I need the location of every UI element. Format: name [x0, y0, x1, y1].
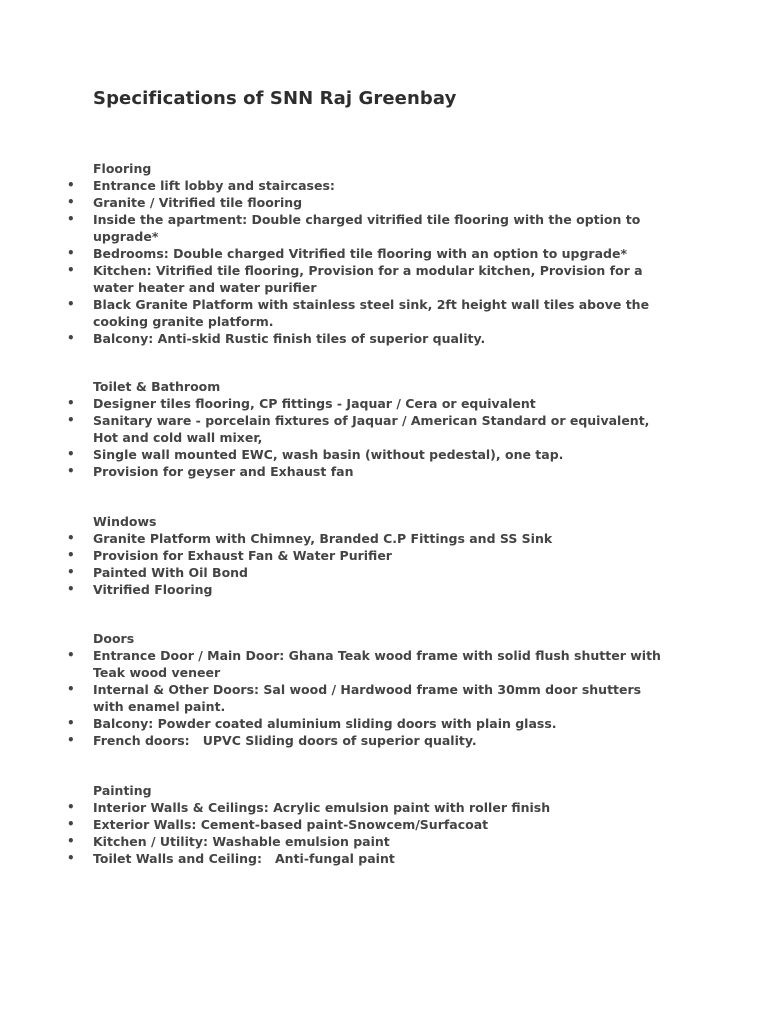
- list-item: [0, 395, 669, 412]
- list-item-text: Kitchen: Vitrified tile flooring, Provision for a modular kitchen, Provision for a water heater and water purifier: [93, 263, 643, 295]
- bullet-icon: •: [67, 648, 75, 662]
- bullet-icon: •: [67, 834, 75, 848]
- bullet-list: [0, 177, 768, 347]
- list-item: [0, 581, 669, 598]
- list-item-text: Provision for Exhaust Fan & Water Purifier: [93, 548, 392, 563]
- list-item-text: Vitrified Flooring: [93, 582, 213, 597]
- list-item: [0, 296, 669, 330]
- list-item: [0, 446, 669, 463]
- list-item: [0, 211, 669, 245]
- list-item-text: Inside the apartment: Double charged vitrified tile flooring with the option to upgrade*: [93, 212, 641, 244]
- list-item-text: Granite / Vitrified tile flooring: [93, 195, 303, 210]
- list-item-text: Balcony: Powder coated aluminium sliding doors with plain glass.: [93, 716, 557, 731]
- bullet-list: [0, 799, 768, 867]
- list-item-text: Toilet Walls and Ceiling: Anti-fungal paint: [93, 851, 395, 866]
- list-item: [0, 194, 669, 211]
- list-item-text: Exterior Walls: Cement-based paint-Snowcem/Surfacoat: [93, 817, 489, 832]
- list-item: [0, 647, 669, 681]
- bullet-icon: •: [67, 582, 75, 596]
- list-item-text: Provision for geyser and Exhaust fan: [93, 464, 354, 479]
- list-item: [0, 330, 669, 347]
- list-item: [0, 547, 669, 564]
- section-heading: Windows: [93, 514, 157, 529]
- section-flooring: [0, 160, 768, 347]
- list-item: [0, 177, 669, 194]
- list-item-text: Designer tiles flooring, CP fittings - Jaquar / Cera or equivalent: [93, 396, 536, 411]
- bullet-icon: •: [67, 263, 75, 277]
- list-item: [0, 833, 669, 850]
- bullet-icon: •: [67, 246, 75, 260]
- list-item: [0, 850, 669, 867]
- list-item-text: Interior Walls & Ceilings: Acrylic emulsion paint with roller finish: [93, 800, 551, 815]
- list-item-text: Entrance Door / Main Door: Ghana Teak wood frame with solid flush shutter with Teak wood veneer: [93, 648, 661, 680]
- bullet-icon: •: [67, 195, 75, 209]
- list-item-text: Internal & Other Doors: Sal wood / Hardwood frame with 30mm door shutters with enamel paint.: [93, 682, 642, 714]
- bullet-icon: •: [67, 851, 75, 865]
- section-painting: [0, 782, 768, 867]
- list-item: [0, 799, 669, 816]
- list-item: [0, 732, 669, 749]
- bullet-icon: •: [67, 565, 75, 579]
- list-item-text: Sanitary ware - porcelain fixtures of Jaquar / American Standard or equivalent, Hot and cold wall mixer,: [93, 413, 650, 445]
- list-item-text: Granite Platform with Chimney, Branded C.P Fittings and SS Sink: [93, 531, 553, 546]
- section-heading: Toilet & Bathroom: [93, 379, 221, 394]
- bullet-icon: •: [67, 396, 75, 410]
- bullet-icon: •: [67, 548, 75, 562]
- section-doors: [0, 630, 768, 749]
- bullet-icon: •: [67, 800, 75, 814]
- list-item: [0, 564, 669, 581]
- bullet-list: [0, 647, 768, 749]
- bullet-icon: •: [67, 464, 75, 478]
- list-item: [0, 715, 669, 732]
- list-item: [0, 262, 669, 296]
- bullet-icon: •: [67, 817, 75, 831]
- list-item: [0, 530, 669, 547]
- bullet-icon: •: [67, 331, 75, 345]
- bullet-icon: •: [67, 297, 75, 311]
- bullet-icon: •: [67, 716, 75, 730]
- section-windows: [0, 513, 768, 598]
- page-title: Specifications of SNN Raj Greenbay: [93, 88, 457, 109]
- list-item-text: French doors: UPVC Sliding doors of superior quality.: [93, 733, 477, 748]
- list-item: [0, 816, 669, 833]
- list-item: [0, 463, 669, 480]
- bullet-icon: •: [67, 531, 75, 545]
- list-item-text: Single wall mounted EWC, wash basin (without pedestal), one tap.: [93, 447, 564, 462]
- section-toilet-bathroom: [0, 378, 768, 480]
- bullet-icon: •: [67, 447, 75, 461]
- section-heading: Doors: [93, 631, 135, 646]
- bullet-icon: •: [67, 178, 75, 192]
- list-item-text: Black Granite Platform with stainless steel sink, 2ft height wall tiles above the cooking granite platform.: [93, 297, 650, 329]
- list-item-text: Kitchen / Utility: Washable emulsion paint: [93, 834, 390, 849]
- section-heading: Flooring: [93, 161, 152, 176]
- list-item: [0, 245, 669, 262]
- bullet-icon: •: [67, 682, 75, 696]
- list-item-text: Entrance lift lobby and staircases:: [93, 178, 335, 193]
- list-item-text: Balcony: Anti-skid Rustic finish tiles of superior quality.: [93, 331, 486, 346]
- bullet-icon: •: [67, 413, 75, 427]
- list-item-text: Bedrooms: Double charged Vitrified tile flooring with an option to upgrade*: [93, 246, 627, 261]
- list-item: [0, 681, 669, 715]
- section-heading: Painting: [93, 783, 152, 798]
- bullet-icon: •: [67, 733, 75, 747]
- list-item-text: Painted With Oil Bond: [93, 565, 249, 580]
- bullet-icon: •: [67, 212, 75, 226]
- list-item: [0, 412, 669, 446]
- bullet-list: [0, 395, 768, 480]
- bullet-list: [0, 530, 768, 598]
